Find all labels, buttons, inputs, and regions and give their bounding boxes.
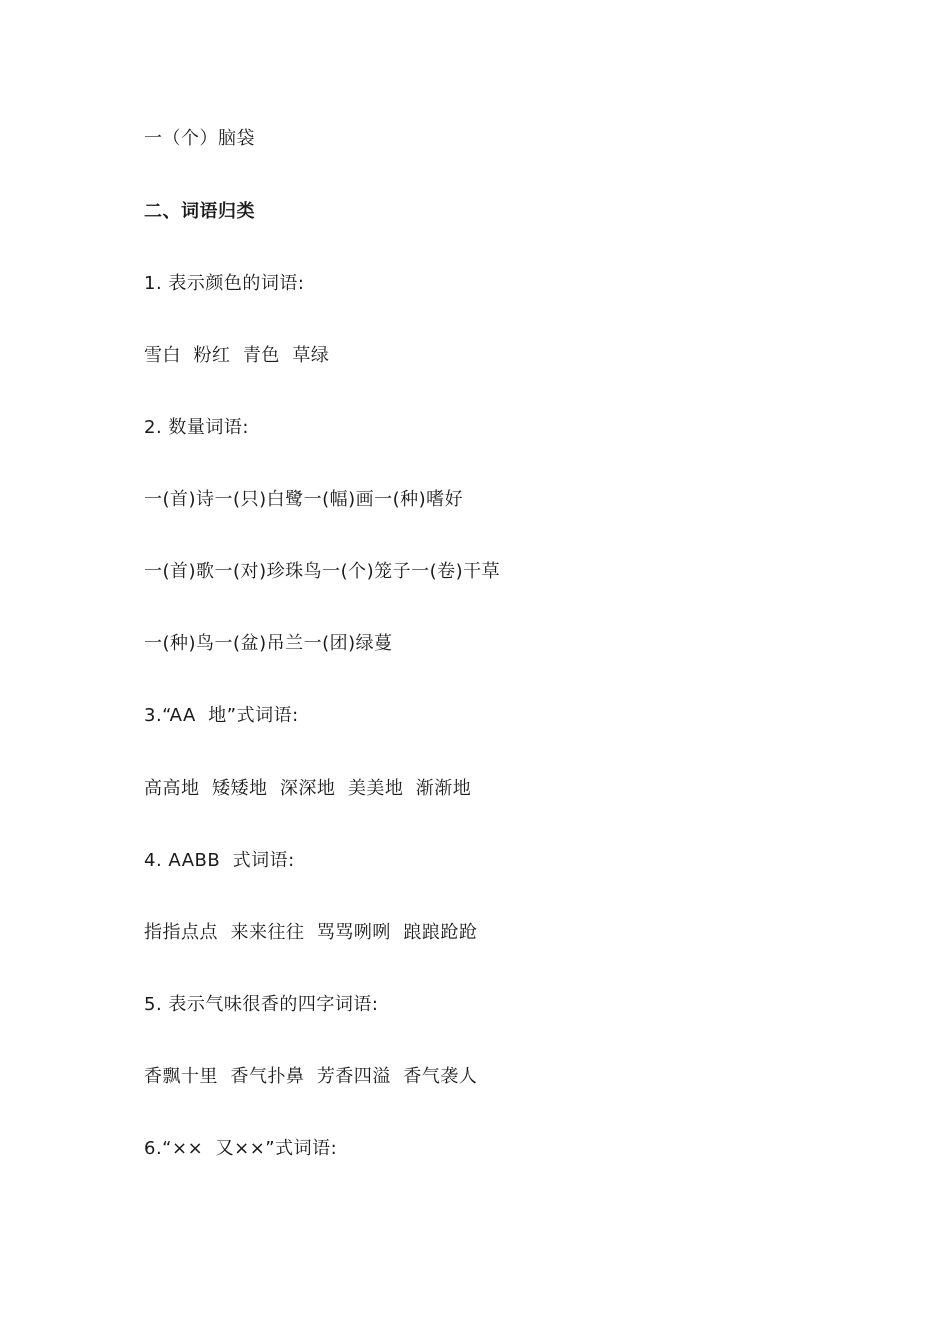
text-line: 一（个）脑袋 xyxy=(144,128,255,149)
subsection-label: 6.“×× 又××”式词语: xyxy=(144,1138,338,1159)
word-list: 雪白 粉红 青色 草绿 xyxy=(144,345,330,366)
section-heading: 二、词语归类 xyxy=(144,201,255,222)
subsection-label: 1. 表示颜色的词语: xyxy=(144,273,305,294)
word-list: 高高地 矮矮地 深深地 美美地 渐渐地 xyxy=(144,778,472,799)
word-list: 香飘十里 香气扑鼻 芳香四溢 香气袭人 xyxy=(144,1066,478,1087)
subsection-label: 4. AABB 式词语: xyxy=(144,850,295,871)
word-list: 一(首)歌一(对)珍珠鸟一(个)笼子一(卷)干草 xyxy=(144,561,501,582)
word-list: 一(种)鸟一(盆)吊兰一(团)绿蔓 xyxy=(144,633,393,654)
subsection-label: 2. 数量词语: xyxy=(144,417,249,438)
subsection-label: 3.“AA 地”式词语: xyxy=(144,705,299,726)
word-list: 指指点点 来来往往 骂骂咧咧 踉踉跄跄 xyxy=(144,922,478,943)
subsection-label: 5. 表示气味很香的四字词语: xyxy=(144,994,379,1015)
word-list: 一(首)诗一(只)白鹭一(幅)画一(种)嗜好 xyxy=(144,489,464,510)
